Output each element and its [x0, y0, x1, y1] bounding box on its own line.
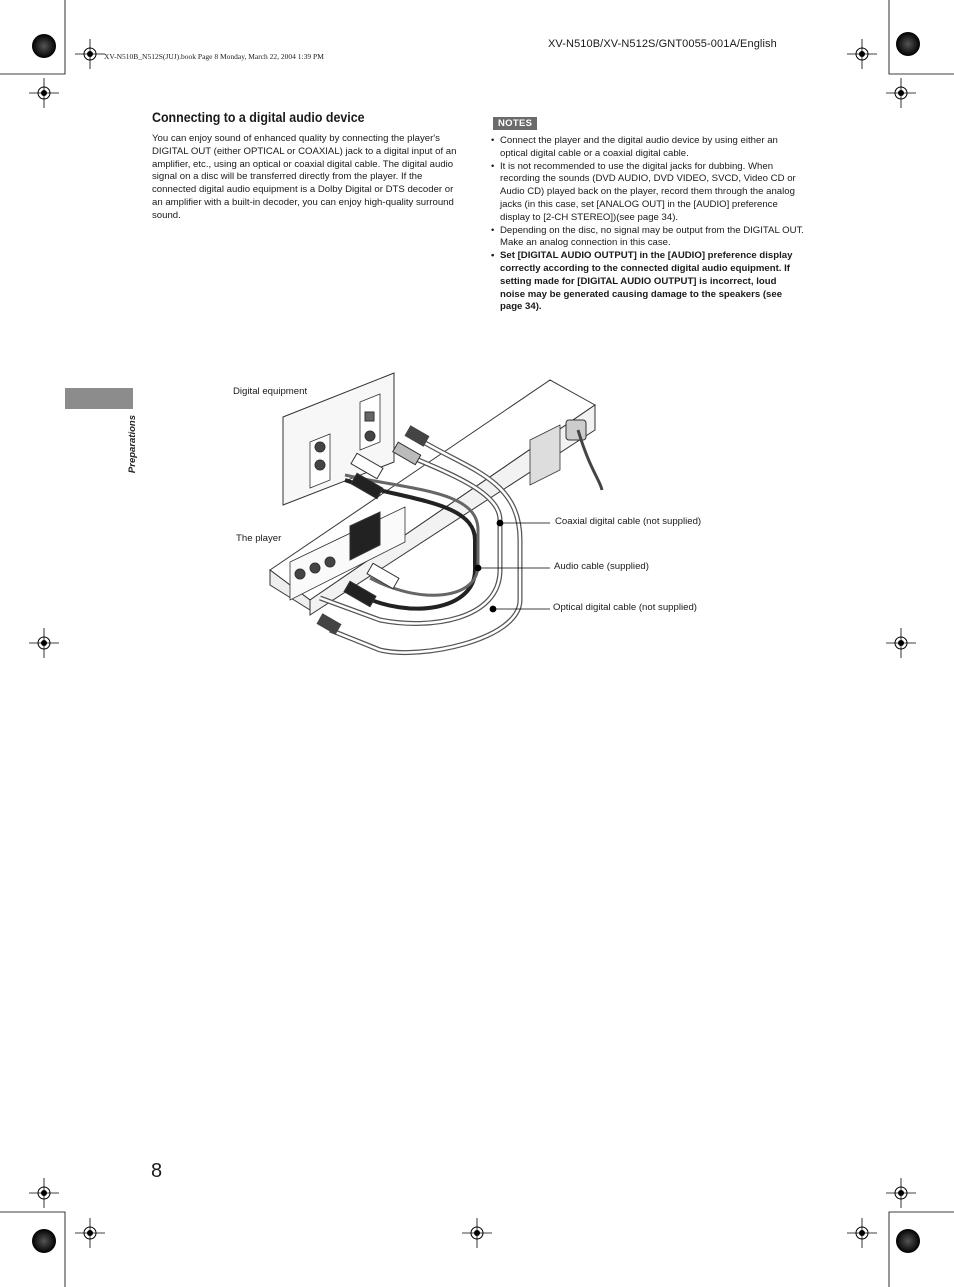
notes-list — [490, 135, 804, 314]
label-coaxial-cable: Coaxial digital cable (not supplied) — [555, 516, 702, 527]
side-tab-label: Preparations — [127, 415, 138, 474]
callout-leaders — [475, 520, 550, 612]
label-digital-equipment: Digital equipment — [233, 386, 308, 397]
label-the-player: The player — [236, 533, 282, 544]
page-number: 8 — [151, 1160, 163, 1182]
label-optical-cable: Optical digital cable (not supplied) — [553, 602, 697, 613]
print-info: XV-N510B_N512S(JUJ).book Page 8 Monday, March 22, 2004 1:39 PM — [104, 52, 324, 61]
label-audio-cable: Audio cable (supplied) — [554, 561, 649, 572]
notes-label: NOTES — [493, 117, 537, 130]
note-item: • Connect the player and the digital audio device by using either an optical digital cable or a coaxial digital cable. — [490, 135, 804, 161]
side-tab — [65, 388, 133, 409]
document-code: XV-N510B/XV-N512S/GNT0055-001A/English — [548, 38, 777, 50]
note-item: • It is not recommended to use the digital jacks for dubbing. When recording the sounds (DVD AUDIO, DVD VIDEO, SVCD, Video CD or Audio CD) played back on the player, record them through the analog jacks (in this case, set [ANALOG OUT] in the [AUDIO] preference display to [2-CH STEREO])(see page 34). — [490, 161, 804, 225]
note-item: • Depending on the disc, no signal may be output from the DIGITAL OUT. Make an analog connection in this case. — [490, 225, 804, 251]
section-title: Connecting to a digital audio device — [152, 110, 365, 125]
note-item-warning: • Set [DIGITAL AUDIO OUTPUT] in the [AUDIO] preference display correctly according to the connected digital audio equipment. If setting made for [DIGITAL AUDIO OUTPUT] is incorrect, loud noise may be generated causing damage to the speakers (see page 34). — [490, 250, 804, 314]
intro-paragraph: You can enjoy sound of enhanced quality by connecting the player's DIGITAL OUT (either OPTICAL or COAXIAL) jack to a digital input of an amplifier, etc., using an optical or coaxial digital cable. The digital audio signal on a disc will be transferred directly from the player. If the connected digital audio equipment is a Dolby Digital or DTS decoder or an amplifier with a built-in decoder, you can enjoy high-quality surround sound. — [152, 133, 457, 221]
